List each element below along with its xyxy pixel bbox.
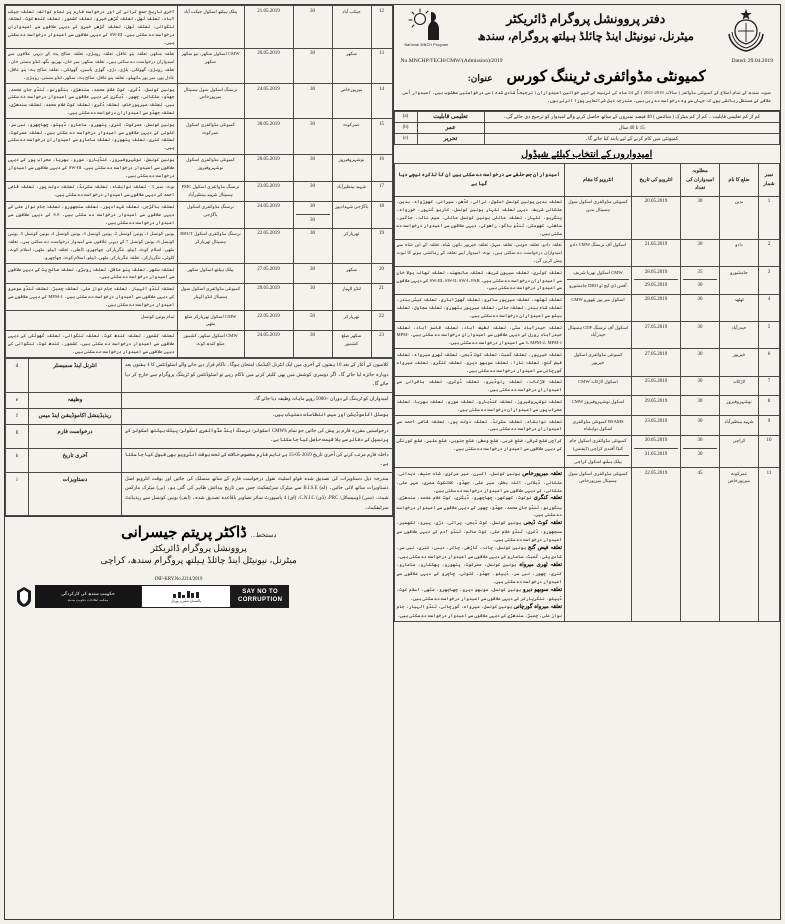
note-label: دستاویزات	[29, 472, 122, 515]
right-column	[393, 5, 781, 919]
cell-venue: نرسنگ اسکول سول ہسپتال میرپورخاص	[177, 84, 244, 119]
cell-venue: اسکول آف نرسنگ CMW دادو	[565, 239, 632, 266]
cell-details: تعلقہ سکھر، تعلقہ پنو عاقل، تعلقہ روہڑی، تعلقہ صالح پٹ کے دیہی علاقوں سے امیدوار درخواست دے سکتی ہیں۔	[6, 264, 178, 284]
cell-venue: نرسنگ مڈوائفری اسکول RHUT ہسپتال تھرپارکر	[177, 228, 244, 263]
cell-seats: 30	[293, 154, 332, 181]
note-label: درخواست فارم	[29, 424, 122, 448]
criteria-text: کم از کم تعلیمی قابلیت ۔ کم از کم میٹرک ( سائنس ) 40 فیصد نمبروں کے ساتھ حاصل کرنے والے امیدوار کو ترجیح دی جائے گی۔	[484, 111, 780, 122]
cell-venue: اسکول میر پور بٹھورو CMW	[565, 294, 632, 321]
gov-badge-line-1: حکومتِ سندھ کی کارکردگی	[61, 591, 115, 597]
cell-venue: اسکول لاڑکانہ CMW	[565, 376, 632, 396]
table-row	[6, 283, 393, 310]
cell-details: تعلقہ سکھر، تعلقہ پنو عاقل، تعلقہ روہڑی، تعلقہ صالح پٹ کے دیہی علاقوں سے امیدواران درخواست دے سکتی ہیں۔ تعلقہ سکھر: میر خان، بھریو، بگھ، ٹنڈو مستی خان۔ تعلقہ روہڑی: گھوٹکی، بلڑی، دڑی، گھڑی یاسین، گھوٹکی۔ تعلقہ صالح پٹ: پنو عاقل، عادل پور، میر پور ماتھیلو۔ تعلقہ پنو عاقل: صالح پٹ، سکھر، ٹنڈو مستی، روہڑی۔	[6, 48, 178, 83]
cell-seats: 30	[293, 84, 332, 119]
taluka-entry	[397, 603, 563, 620]
cell-sr: 22	[371, 311, 392, 331]
cell-district: حیدرآباد	[720, 322, 759, 349]
cell-district: تھرپارکر	[332, 311, 371, 331]
cell-seats: 30	[293, 119, 332, 154]
cell-venue: پبلک ہیلتھ اسکول جیکب آباد	[177, 6, 244, 49]
criteria-row	[394, 111, 780, 122]
footer-badges	[13, 585, 289, 608]
cell-date-secondary: 31.05.2019	[634, 448, 678, 460]
table-row	[394, 322, 780, 349]
cell-venue: نرسنگ مڈوائفری اسکول PMC ہسپتال شہید بینظیرآباد	[177, 181, 244, 201]
cell-seats: 35 30	[681, 267, 720, 294]
cell-details	[394, 468, 565, 622]
cell-date: 30.05.2019	[244, 119, 293, 154]
cell-venue: CMW اسکول بھریا شریف آفس ڈی ایچ او DHO جامشورو	[565, 267, 632, 294]
table-row	[6, 264, 393, 284]
cell-district: نوشہروفیروز	[332, 154, 371, 181]
taluka-entry	[397, 561, 563, 586]
government-badge	[35, 585, 141, 608]
subject-title: کمیونٹی مڈوائفری ٹریننگ کورس	[506, 69, 706, 85]
note-row	[6, 472, 393, 515]
cell-seats-secondary: 30	[683, 448, 717, 460]
office-line-1: دفتر پروونشل پروگرام ڈائریکٹر	[506, 12, 666, 26]
cell-date: 24.05.2019	[244, 84, 293, 119]
cell-details: تعلقہ نوابشاہ، تعلقہ سکرنڈ، تعلقہ دولت پور، تعلقہ قاضی احمد سے امیدواران درخواست دے سکتی ہیں۔	[394, 416, 565, 436]
taluka-text: یونین کونسل، کوٹ ڈیجی، پرائی، دڑی، پیرو، لکھمیر، سنجھورو، ڈکری، ٹنڈو غلام علی، کوٹ عالم، ٹنڈو آدم کے دیہی علاقوں سے امیدوار درخواست دے سکتی ہیں۔	[396, 520, 562, 543]
table-row	[394, 376, 780, 396]
cell-date: 27.05.2019	[244, 264, 293, 284]
table-row	[394, 416, 780, 436]
pakistan-emblem-icon	[717, 8, 775, 57]
signature-name: ڈاکٹر پریتم جیسرانی	[121, 525, 247, 542]
cell-district: میرپورخاص	[332, 84, 371, 119]
intro-paragraph: صوبہ سندھ کے تمام اضلاع کے کمیونٹی مڈوائفز ( سالانہ 2019-2021 ) کے 24 ماہ کی تربیت کے لیے خواتین امیدواران ( ترجیحاً شادی شدہ ) سے درخواستیں مطلوب ہیں۔ امیدوار اُسی علاقے کے مستقل رہائشی ہوں کہ جہاں سے وہ درخواست دے رہی ہیں۔ مندرجہ ذیل شرائط پر پورا اترتے ہوں۔	[402, 90, 771, 104]
cell-seats: 30	[681, 349, 720, 376]
criteria-row	[394, 122, 780, 133]
cell-sr: 14	[371, 84, 392, 119]
mnch-logo	[399, 8, 455, 47]
cell-district: لاڑکانہ	[720, 376, 759, 396]
cell-seats-secondary: 30	[683, 279, 717, 291]
cell-seats: 30	[293, 181, 332, 201]
taluka-entry	[397, 519, 563, 544]
col-venue: انٹرویو کا مقام	[565, 163, 632, 196]
cell-district: شہید بینظیرآباد	[332, 181, 371, 201]
cell-venue: کمیونٹی مڈوائفری اسکول سول ہسپتال بدین	[565, 196, 632, 239]
cell-sr: 15	[371, 119, 392, 154]
cell-venue: CMW اسکول تھرپارکر ضلع مٹھی	[177, 311, 244, 331]
note-row	[6, 408, 393, 424]
taluka-text: یونین کونسل، اکبرن، میر مرکزی، شاہ حنیف، دیدانی، ملکانی، ڈیلانی، اللہ بخش، میر علی، جھڈو، کلانکوٹ سمری، مہر علی، ملکانی، کے دیہی علاقوں سے امیدوار درخواست دے سکتی ہیں۔	[396, 470, 562, 493]
cell-district: خیرپور	[720, 349, 759, 376]
citizen-portal-badge	[141, 585, 231, 608]
note-letter: i	[6, 472, 29, 515]
note-letter: f	[6, 408, 29, 424]
citizen-portal-label: پاکستان سٹیزن پورٹل	[170, 598, 202, 603]
cell-venue: اسکول آف نرسنگ CDF ہسپتال حیدرآباد	[565, 322, 632, 349]
note-label: انٹرنل اینڈ سمیسٹر	[29, 359, 122, 393]
cell-date: 28.05.2019	[632, 294, 681, 321]
cell-date: 29.05.2019	[244, 283, 293, 310]
taluka-text: یونین کونسل، عمرکوٹ، پتھورو، پھلکارو، سامارو، کنری، چھور، نبی سر، ڈیپلو، جھڈو، کلوئی، چاچرو کے دیہی علاقوں سے امیدوار درخواست دے سکتی ہیں۔	[396, 561, 562, 584]
cell-venue: CMW اسکول سکھر، کشمور ضلع کندھ کوٹ	[177, 330, 244, 357]
cell-date: 24.05.2019	[244, 330, 293, 357]
cell-details: تمام یونین کونسل	[6, 311, 178, 331]
note-label: ریذیڈینشل اکاموڈیشن اینڈ میس	[29, 408, 122, 424]
table-row	[394, 294, 780, 321]
table-row	[6, 84, 393, 119]
cell-date: 20.05.2019	[632, 196, 681, 239]
cell-seats: 30	[681, 396, 720, 416]
cell-date: 28.05.2019 29.05.2019	[632, 267, 681, 294]
cell-date: 22.05.2019	[244, 228, 293, 263]
cell-seats: 30	[681, 294, 720, 321]
cell-venue-secondary: آفس ڈی ایچ او DHO جامشورو	[567, 279, 629, 290]
taluka-name: تعلقہ کنگری	[531, 495, 562, 502]
cell-details: تعلقہ نوشہروفیروز، تعلقہ کنڈیارو، تعلقہ مورو، تعلقہ بھریا، تعلقہ محراب پور سے امیدواران درخواست دے سکتی ہیں۔	[394, 396, 565, 416]
taluka-name: تعلقہ ٹھری میرواہ	[516, 561, 562, 568]
cell-sr: 1	[759, 196, 780, 239]
cell-district: ٹھٹھہ	[720, 294, 759, 321]
cell-date: 22.05.2019	[632, 468, 681, 622]
cell-details: یونین کونسل، عمرکوٹ، کنری، پتھورو، سامارو، ڈیپلو، چھاچھرو، نبی سر، کلوئی کے دیہی علاقوں سے امیدوار درخواست دے سکتی ہیں۔ تعلقہ عمرکوٹ، تعلقہ کنری، تعلقہ پتھورو، تعلقہ سامارو سے امیدواران درخواست دے سکتی ہیں۔	[6, 119, 178, 154]
taluka-name: تعلقہ میرپورخاص	[520, 470, 562, 477]
cell-seats: 45	[681, 468, 720, 622]
cell-details: تعلقہ لاڑکانہ، تعلقہ رتوڈیرو، تعلقہ ڈوکری، تعلقہ باقرانی سے امیدواران درخواست دے سکتی ہیں۔	[394, 376, 565, 396]
cell-seats: 30	[293, 228, 332, 263]
cell-date: 29.05.2019	[632, 396, 681, 416]
note-label: آخری تاریخ	[29, 448, 122, 472]
taluka-text: یونین کونسل، چانہ، گاڑھی، چاکر، دیبی، کنری، نبی سر، شادی پلی، گمبٹ، سامارو کے دیہی علاقوں سے امیدوار درخواست دے سکتی ہیں۔	[396, 544, 562, 560]
reference-number: No.MNCHP/TECH/CMW/(Admission)/2019	[400, 58, 503, 64]
document-footer	[5, 516, 393, 612]
col-date: انٹرویو کی تاریخ	[632, 163, 681, 196]
cell-sr: 10	[759, 435, 780, 467]
cell-seats: 30	[293, 48, 332, 83]
note-row	[6, 392, 393, 408]
cell-details: یونین کونسل 1، یونین کونسل 2، یونین کونسل 3، یونین کونسل 4، یونین کونسل 5، یونین کونسل 6، یونین کونسل 7 کے دیہی علاقوں سے امیدوار درخواست دے سکتی ہیں۔ تعلقہ مٹھی: اسلام کوٹ، ڈیپلو، ننگرپارکر، چھاچھرو، ڈاھلی۔ تعلقہ ڈیپلو: مٹھی، اسلام کوٹ، کلوئی، ننگرپارکر۔ تعلقہ ننگرپارکر: مٹھی، ڈیپلو، اسلام کوٹ، چھاچھرو۔	[6, 228, 178, 263]
cell-date: 20.05.2019	[244, 154, 293, 181]
cell-district: عمرکوٹ	[332, 119, 371, 154]
document-sheet	[4, 4, 781, 920]
col-district: ضلع کا نام	[720, 163, 759, 196]
table-row	[394, 396, 780, 416]
cell-district: تھرپارکر	[332, 228, 371, 263]
cell-details: تعلقہ ٹھٹھہ، تعلقہ میرپور ساکرو، تعلقہ گھوڑاباری، تعلقہ کیٹی بندر، تعلقہ شاہ بندر، تعلقہ جاتی، تعلقہ میرپور بٹھورو، تعلقہ سجاول، تعلقہ بیلو سے امیدواران درخواست دے سکتی ہیں۔	[394, 294, 565, 321]
taluka-entry	[397, 586, 563, 603]
cell-sr: 23	[371, 330, 392, 357]
cell-venue: کمیونٹی مڈوائفری اسکول خیرپور	[565, 349, 632, 376]
cell-details: کراچی ضلع شرقی، ضلع غربی، ضلع وسطی، ضلع جنوبی، ضلع ملیر، ضلع کورنگی کے دیہی علاقوں سے امیدوار درخواست دے سکتی ہیں۔	[394, 435, 565, 467]
cell-sr: 17	[371, 181, 392, 201]
mnch-logo-caption: National MNCH Program	[404, 43, 449, 47]
taluka-entry	[397, 494, 563, 519]
cell-venue: کمیونٹی مڈوائفری اسکول سول ہسپتال ٹنڈو الہیار	[177, 283, 244, 310]
cell-details: آخری تاریخ جمع کرانے کی اور درخواست فارم پر تمام کوائف، تعلقہ جیکب آباد، تعلقہ ٹھل، تعلقہ گڑھی خیرو، تعلقہ کشمور، تعلقہ کندھ کوٹ، تعلقہ تنگوانی، تعلقہ ٹھل، تعلقہ گڑھی خیرو کے دیہی علاقوں سے امیدواران درخواست دے سکتی ہیں۔ SW-III کے دیہی علاقوں سے امیدوار درخواست دے سکتی ہیں۔	[6, 6, 178, 49]
cell-venue: کمیونٹی مڈوائفری اسکول سول ہسپتال میرپورخاص	[565, 468, 632, 622]
criteria-table	[394, 111, 781, 145]
cell-date: 20.05.2019	[244, 48, 293, 83]
anti-corruption-line-1: SAY NO TO	[242, 589, 279, 596]
cell-seats: 50	[293, 311, 332, 331]
criteria-text: کمیونٹی میں کام کرنے کے لیے پابند کیا جائے گا۔	[484, 133, 780, 144]
table-row	[6, 119, 393, 154]
table-row	[394, 468, 780, 622]
cell-district: دادو	[720, 239, 759, 266]
col-details: امیدواران جس حلقے سے درخواست دے سکتی ہیں ان کا تذکرہ نیچے دیا گیا ہے	[394, 163, 565, 196]
criteria-label: عمر	[417, 122, 484, 133]
cell-district: شہید بینظیرآباد	[720, 416, 759, 436]
cell-date: 27.05.2019	[632, 349, 681, 376]
cell-venue: CMW اسکول سکھر، نیو سکھر سکھر	[177, 48, 244, 83]
taluka-text: یونین کونسل، سوبھو دیرو، چھاچھرو، مٹھی، اسلام کوٹ، ڈیپلو، ننگرپارکر کے دیہی علاقوں سے امیدوار درخواست دے سکتی ہیں۔	[396, 586, 562, 601]
table-row	[394, 349, 780, 376]
cell-sr: 5	[759, 322, 780, 349]
note-letter: e	[6, 392, 29, 408]
cell-seats: 30 30	[293, 201, 332, 228]
cell-district: بدین	[720, 196, 759, 239]
cell-seats: 30	[681, 322, 720, 349]
cell-date: 30.05.2019 31.05.2019	[632, 435, 681, 467]
cell-district: جیکب آباد	[332, 6, 371, 49]
sindh-seal-icon	[13, 585, 35, 608]
document-header	[394, 5, 781, 111]
taluka-name: تعلقہ کوٹ ڈیجی	[521, 520, 562, 527]
cell-date: 23.05.2019	[632, 416, 681, 436]
cell-date: 24.05.2019	[244, 201, 293, 228]
note-letter: h	[6, 448, 29, 472]
notes-table	[5, 358, 393, 516]
cell-venue: پبلک ہیلتھ اسکول سکھر	[177, 264, 244, 284]
cell-date: 21.05.2019	[244, 6, 293, 49]
cell-seats: 30	[293, 6, 332, 49]
cell-sr: 12	[371, 6, 392, 49]
table-row	[394, 239, 780, 266]
taluka-entry	[397, 544, 563, 561]
cell-seats: 30	[681, 196, 720, 239]
cell-district: کراچی	[720, 435, 759, 467]
table-row	[6, 201, 393, 228]
table-header-row	[394, 163, 780, 196]
cell-sr: 11	[759, 468, 780, 622]
cell-details: یونین کونسل، ڈگری، کوٹ غلام محمد، سندھڑی، ہنگورنو، ٹنڈو جان محمد، جھڈو، ملکانی، چھور، ڈیگری کے دیہی علاقوں سے امیدوار درخواست دے سکتی ہیں۔ تعلقہ میرپورخاص، تعلقہ ڈگری، تعلقہ کوٹ غلام محمد، تعلقہ سندھڑی، تعلقہ جھڈو سے امیدواران درخواست دے سکتی ہیں۔	[6, 84, 178, 119]
cell-sr: 2	[759, 239, 780, 266]
criteria-label: تحریر	[417, 133, 484, 144]
cell-sr: 20	[371, 264, 392, 284]
taluka-name: تعلقہ سوبھو دیرو	[521, 586, 562, 593]
cell-seats: 30	[681, 416, 720, 436]
cell-details: تعلقہ خیرپور، تعلقہ گمبٹ، تعلقہ کوٹ ڈیجی، تعلقہ ٹھری میرواہ، تعلقہ فیض گنج، تعلقہ نارا، تعلقہ سوبھو دیرو، تعلقہ کنگری، تعلقہ میرواہ گورچانی سے امیدوار درخواست دے سکتی ہیں۔	[394, 349, 565, 376]
note-text: درخواستیں مقررہ فارم پر پیش کی جائیں جو تمام CMWS اسکولز/ نرسنگ اینڈ مڈوائفری اسکولز/ پبلک ہیلتھ اسکولز کے پرنسپل کے دفاتر سے بلا قیمت حاصل کیا جا سکتا ہے۔	[122, 424, 393, 448]
cell-details: تعلقہ ٹنڈو الہیار، تعلقہ جام نواز علی، تعلقہ چمبڑ، تعلقہ ٹنڈو سومرو کے دیہی علاقوں سے امیدوار درخواست دے سکتی ہیں۔ MPM-1 کے دیہی علاقوں سے امیدوار درخواست دے سکتی ہیں۔	[6, 283, 178, 310]
cell-sr: 8	[759, 396, 780, 416]
schedule-title: امیدواروں کے انتخاب کیلئے شیڈول	[521, 149, 653, 160]
cell-venue: اسکول نوشہروفیروز CMW	[565, 396, 632, 416]
inf-number: INF-KRY.No.2214/2019	[155, 577, 203, 583]
schedule-table-right	[394, 163, 781, 622]
taluka-name: تعلقہ میرواہ گورچانی	[512, 603, 562, 610]
cell-date-secondary: 29.05.2019	[634, 279, 678, 291]
table-row	[6, 154, 393, 181]
cell-sr: 9	[759, 416, 780, 436]
cell-sr: 21	[371, 283, 392, 310]
cell-sr: 19	[371, 228, 392, 263]
criteria-letter: (c)	[394, 133, 417, 144]
note-row	[6, 359, 393, 393]
cell-district: سکھر ضلع کشمور	[332, 330, 371, 357]
cell-seats: 30	[681, 376, 720, 396]
table-row	[6, 228, 393, 263]
cell-sr: 7	[759, 376, 780, 396]
cell-district: باگڑجی شہدادپور	[332, 201, 371, 228]
designation-line-2: میٹرنل، نیونیٹل اینڈ چائلڈ ہیلتھ پروگرام سندھ، کراچی	[100, 555, 297, 566]
cell-seats: 30	[293, 330, 332, 357]
table-row	[6, 6, 393, 49]
cell-details: تعلقہ حیدرآباد سٹی، تعلقہ لطیف آباد، تعلقہ قاسم آباد، تعلقہ حیدرآباد رورل کے دیہی علاقوں سے امیدواران درخواست دے سکتی ہیں۔ MPM-3، MPM-2، MPM-1 سے امیدوار درخواست دے سکتی ہیں۔	[394, 322, 565, 349]
note-letter: g	[6, 424, 29, 448]
cell-date: 22.05.2019	[244, 311, 293, 331]
cell-date: 25.05.2019	[632, 376, 681, 396]
cell-sr: 18	[371, 201, 392, 228]
taluka-text: نوکوٹ، کھوکھر، چھاچھرو، ڈیگری، کوٹ غلام محمد، سندھڑی، ہنگورنو، ٹنڈو جان محمد، جھڈو، چھور کے دیہی علاقوں سے امیدوار درخواست دے سکتی ہیں۔	[396, 495, 562, 518]
note-row	[6, 424, 393, 448]
designation-line-1: پروونشل پروگرام ڈائریکٹر	[150, 543, 247, 554]
table-row	[394, 267, 780, 294]
gov-badge-line-2: محکمہ اطلاعات حکومتِ سندھ	[67, 598, 109, 603]
cell-details: نوٹ: نمبر 3 - تعلقہ نوابشاہ، تعلقہ سکرنڈ، تعلقہ دولت پور، تعلقہ قاضی احمد کے دیہی علاقوں سے امیدوار درخواست دے سکتی ہیں۔	[6, 181, 178, 201]
office-line-2: میٹرنل، نیونیٹل اینڈ چائلڈ ہیلتھ پروگرام، سندھ	[477, 30, 694, 43]
cell-seats: 30	[293, 264, 332, 284]
col-seats: مطلوبہ امیدواران کی تعداد	[681, 163, 720, 196]
cell-sr: 13	[371, 48, 392, 83]
note-text: کلاسوں کے آغاز کے بعد 10 ہفتوں کے آخری میں ایک انٹرنل اکیڈمک امتحان ہوگا۔ ناکام قرار دیے جانے والے اسٹوڈنٹس کا 4 ہفتوں بعد دوبارہ جائزہ لیا جائے گا۔ اگر دوسری کوشش میں بھی کلیئر کرنے میں ناکام رہے تو اسٹوڈنٹس کو ٹریننگ پروگرام سے خارج کر دیا جائے گا۔	[122, 359, 393, 393]
criteria-row	[394, 133, 780, 144]
cell-district: ٹنڈو الہیار	[332, 283, 371, 310]
table-row	[6, 311, 393, 331]
taluka-entry	[397, 470, 563, 495]
cell-seats: 30 30	[681, 435, 720, 467]
cell-sr: 3	[759, 267, 780, 294]
cell-details: تعلقہ دادو، تعلقہ جوہی، تعلقہ میہڑ، تعلقہ خیرپور ناتھن شاہ، تعلقہ کے این شاہ سے امیدواران درخواست دے سکتی ہیں۔ نوٹ: امیدوار اپنے تعلقہ کے رہائشی ہونے کا ثبوت پیش کریں گی۔	[394, 239, 565, 266]
table-row	[6, 48, 393, 83]
note-text: امیدواران کو ٹریننگ کے دوران -/5000 روپے ماہانہ وظیفہ دیا جائے گا۔	[122, 392, 393, 408]
criteria-label: تعلیمی قابلیت	[417, 111, 484, 122]
cell-sr: 6	[759, 349, 780, 376]
note-text: مندرجہ ذیل دستاویزات کی تصدیق شدہ فوٹو اسٹیٹ نقول درخواست فارم کے ساتھ منسلک کی جائیں اور بوقت انٹرویو اصل دستاویزات ساتھ لائی جائیں۔ (اے) B.I.S.E سے میٹرک سرٹیفکیٹ جس میں تاریخ پیدائش ظاہر کی گئی ہو۔ (بی) میٹرک مارکس شیٹ۔ (سی) ڈومیسائل/ PRC، (ڈی) C.N.I.C، (ای) 4 پاسپورٹ سائز تصاویر باقاعدہ تصدیق شدہ۔ (ایف) یونین کونسل سے ریذیڈنٹ سرٹیفکیٹ۔	[122, 472, 393, 515]
cell-venue-secondary: پبلک ہیلتھ اسکول کراچی	[567, 455, 629, 466]
cell-details: یونین کونسل، نوشہروفیروز، کنڈیارو، مورو، بھریا، محراب پور کے دیہی علاقوں سے امیدوار درخواست دے سکتی ہیں۔ SW-III کے دیہی علاقوں سے امیدوار درخواست دے سکتی ہیں۔	[6, 154, 178, 181]
note-text: ہوسٹل اکاموڈیشن اور میس انتظامات دستیاب ہیں۔	[122, 408, 393, 424]
cell-district: عمرکوٹ میرپورخاص	[720, 468, 759, 622]
cell-date: 21.05.2019	[632, 239, 681, 266]
cell-district: نوشہروفیروز	[720, 396, 759, 416]
subject-label: عنوان:	[467, 73, 493, 83]
cell-details: تعلقہ بدین یونین کونسل اسکول، ترائی، کڈھن، سیرانی، کھوڑواہ، بدین، ملکانی شریف، دیہی تعلقہ تلہار یونین کونسل، کاریو گنہور، خورواہ، پنگریو، تلہار، تعلقہ ماتلی یونین کونسل ماتلی، سیم نالہ، جاگیر، ساھتی، کھوسکی، ٹنڈو باگو، راھوکی، دیہی علاقوں سے امیدوار درخواست دے سکتی ہیں۔	[394, 196, 565, 239]
cell-date: 23.05.2019	[244, 181, 293, 201]
note-letter: d	[6, 359, 29, 393]
cell-seats: 30	[293, 283, 332, 310]
anti-corruption-line-2: CORRUPTION	[238, 596, 283, 603]
note-label: وظیفہ	[29, 392, 122, 408]
table-row	[6, 330, 393, 357]
cell-district: جامشورو	[720, 267, 759, 294]
taluka-name: تعلقہ فیض گنج	[526, 544, 563, 551]
table-row	[394, 435, 780, 467]
cell-seats-secondary: 30	[296, 214, 330, 226]
cell-sr: 16	[371, 154, 392, 181]
cell-venue: کمیونٹی مڈوائفری اسکول جام کنڈا آفندی کراچی (ڈیفنس) پبلک ہیلتھ اسکول کراچی	[565, 435, 632, 467]
left-column	[5, 5, 393, 919]
criteria-letter: (b)	[394, 122, 417, 133]
schedule-table-left	[5, 5, 393, 358]
cell-details: تعلقہ کشمور، تعلقہ کندھ کوٹ، تعلقہ تنگوانی، تعلقہ گھوٹکی کے دیہی علاقوں سے امیدوار درخواست دے سکتی ہیں۔ کشمور، کندھ کوٹ، تنگوانی کے دیہی علاقوں سے امیدوار درخواست دے سکتی ہیں۔	[6, 330, 178, 357]
cell-venue: کمیونٹی مڈوائفری اسکول عمرکوٹ	[177, 119, 244, 154]
cell-sr: 4	[759, 294, 780, 321]
table-row	[394, 196, 780, 239]
cell-details: تعلقہ کوٹری، تعلقہ سیہون شریف، تعلقہ مانجھند، تعلقہ تھانہ بولا خان سے امیدواران درخواست دے سکتی ہیں۔ SW-III، SW-II، SW-I، PAB کے دیہی علاقوں سے امیدوار درخواست دے سکتی ہیں۔	[394, 267, 565, 294]
cell-district: سکھر	[332, 48, 371, 83]
dated-label: Dated: 29.04.2019	[731, 58, 773, 64]
signature-prefix: دستخط...	[250, 532, 277, 540]
criteria-letter: (a)	[394, 111, 417, 122]
cell-venue: نرسنگ مڈوائفری اسکول باگڑجی	[177, 201, 244, 228]
taluka-text: یونین کونسل، میرواہ، گورچانی، ٹنڈو الہیار، جام نواز علی، چمبڑ، سندھڑی کے دیہی علاقوں سے امیدوار درخواست دے سکتی ہیں۔	[396, 603, 562, 618]
cell-district: سکھر	[332, 264, 371, 284]
bars-icon	[173, 591, 199, 598]
cell-venue: BSAMS کمیونٹی مڈوائفری اسکول نوابشاہ	[565, 416, 632, 436]
note-row	[6, 448, 393, 472]
cell-date: 27.05.2019	[632, 322, 681, 349]
anti-corruption-badge	[231, 585, 289, 608]
cell-details: تعلقہ باگڑجی، تعلقہ شہدادپور، تعلقہ سنجھورو، تعلقہ جام نواز علی کے دیہی علاقوں سے امیدوار درخواست دے سکتی ہیں۔ S.S کے دیہی علاقوں سے امیدوار درخواست دے سکتی ہیں۔	[6, 201, 178, 228]
col-sr: نمبر شمار	[759, 163, 780, 196]
cell-venue: کمیونٹی مڈوائفری اسکول نوشہروفیروز	[177, 154, 244, 181]
cell-seats: 30	[681, 239, 720, 266]
criteria-text: 15 تا 40 سال	[484, 122, 780, 133]
table-row	[6, 181, 393, 201]
note-text: داخلہ فارم مرتب کرنے کی آخری تاریخ 2019-05-15 ہے تاہم فارم مخصوص حالات کے تحت بوقت انٹرویو بھی قبول کیا جا سکتا ہے۔	[122, 448, 393, 472]
